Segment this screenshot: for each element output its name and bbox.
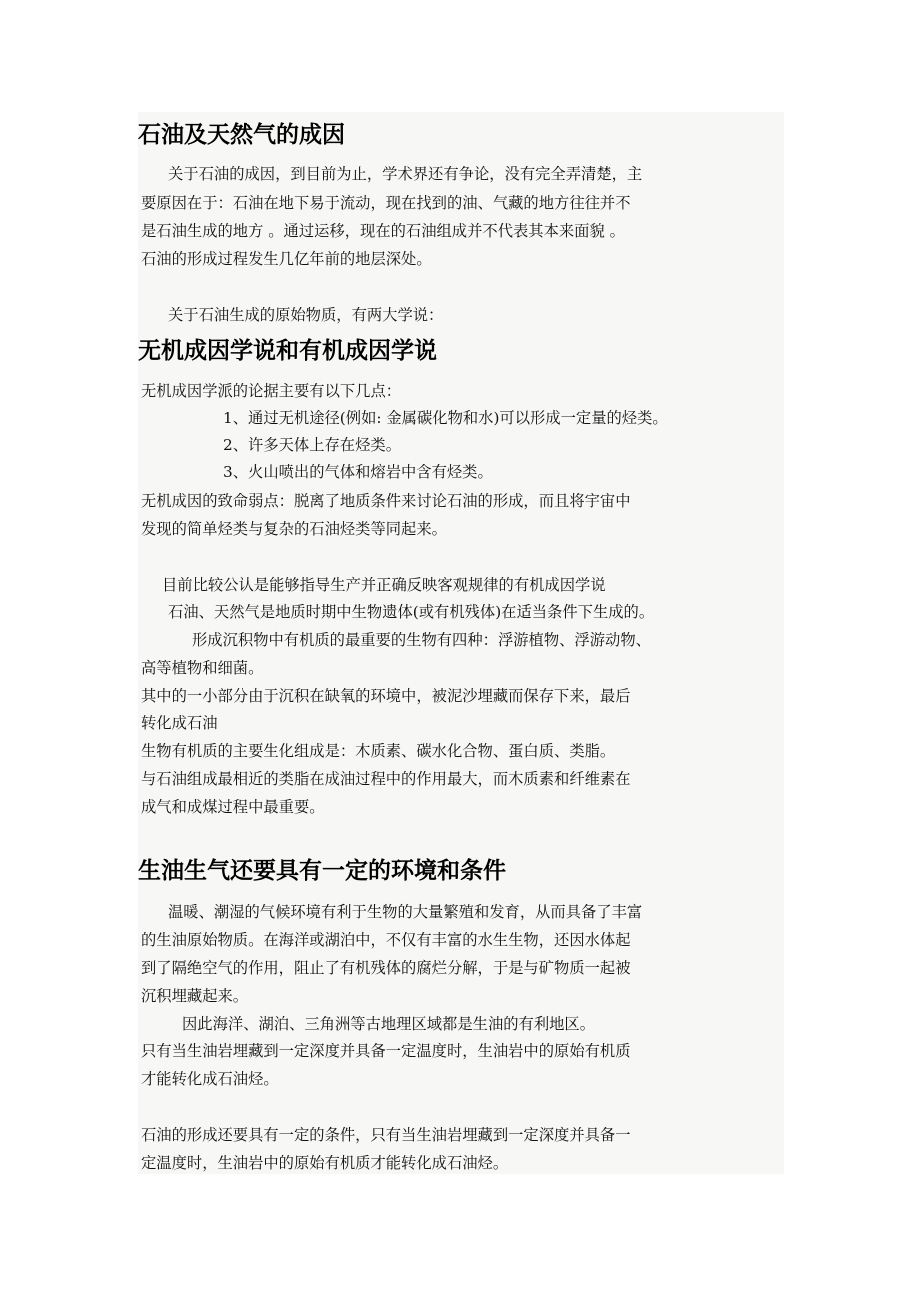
environment-line-2: 的生油原始物质。在海洋或湖泊中，不仅有丰富的水生生物，还因水体起 (141, 931, 631, 949)
organic-line-7: 生物有机质的主要生化组成是：木质素、碳水化合物、蛋白质、类脂。 (141, 742, 616, 760)
inorganic-lead: 无机成因学派的论据主要有以下几点： (141, 382, 402, 400)
environment-line-3: 到了隔绝空气的作用，阻止了有机残体的腐烂分解，于是与矿物质一起被 (141, 959, 631, 977)
environment-line-4: 沉积埋藏起来。 (141, 987, 249, 1005)
substance-intro: 关于石油生成的原始物质，有两大学说： (168, 306, 444, 324)
organic-line-5: 其中的一小部分由于沉积在缺氧的环境中，被泥沙埋藏而保存下来，最后 (141, 687, 631, 705)
organic-line-1: 目前比较公认是能够指导生产并正确反映客观规律的有机成因学说 (162, 576, 606, 594)
environment-line-1: 温暖、潮湿的气候环境有利于生物的大量繁殖和发育，从而具备了丰富 (168, 903, 643, 921)
organic-line-9: 成气和成煤过程中最重要。 (141, 798, 325, 816)
document-page (138, 112, 784, 1174)
organic-line-8: 与石油组成最相近的类脂在成油过程中的作用最大，而木质素和纤维素在 (141, 770, 631, 788)
weakness-line-2: 发现的简单烃类与复杂的石油烃类等同起来。 (141, 520, 447, 538)
inorganic-point-2: 2、许多天体上存在烃类。 (223, 436, 401, 454)
intro-line-2: 要原因在于：石油在地下易于流动，现在找到的油、气藏的地方往往并不 (141, 194, 631, 212)
organic-line-4: 高等植物和细菌。 (141, 659, 264, 677)
inorganic-point-3: 3、火山喷出的气体和熔岩中含有烃类。 (223, 463, 493, 481)
intro-line-1: 关于石油的成因，到目前为止，学术界还有争论，没有完全弄清楚，主 (168, 165, 643, 183)
section-heading-theories: 无机成因学说和有机成因学说 (138, 338, 437, 364)
intro-line-4: 石油的形成过程发生几亿年前的地层深处。 (141, 250, 432, 268)
organic-line-2: 石油、天然气是地质时期中生物遗体(或有机残体)在适当条件下生成的。 (168, 603, 655, 621)
section-heading-environment: 生油生气还要具有一定的环境和条件 (138, 858, 506, 884)
environment-line-6: 只有当生油岩埋藏到一定深度并具备一定温度时，生油岩中的原始有机质 (141, 1042, 631, 1060)
weakness-line-1: 无机成因的致命弱点：脱离了地质条件来讨论石油的形成，而且将宇宙中 (141, 492, 631, 510)
environment-line-7: 才能转化成石油烃。 (141, 1070, 279, 1088)
intro-line-3: 是石油生成的地方 。通过运移，现在的石油组成并不代表其本来面貌 。 (141, 222, 625, 240)
organic-line-6: 转化成石油 (141, 714, 218, 732)
inorganic-point-1: 1、通过无机途径(例如: 金属碳化物和水)可以形成一定量的烃类。 (223, 409, 668, 427)
organic-line-3: 形成沉积物中有机质的最重要的生物有四种：浮游植物、浮游动物、 (192, 631, 651, 649)
environment-line-5: 因此海洋、湖泊、三角洲等古地理区域都是生油的有利地区。 (182, 1015, 596, 1033)
document-title: 石油及天然气的成因 (138, 122, 345, 148)
closing-line-1: 石油的形成还要具有一定的条件，只有当生油岩埋藏到一定深度并具备一 (141, 1126, 631, 1144)
closing-line-2: 定温度时，生油岩中的原始有机质才能转化成石油烃。 (141, 1154, 509, 1172)
